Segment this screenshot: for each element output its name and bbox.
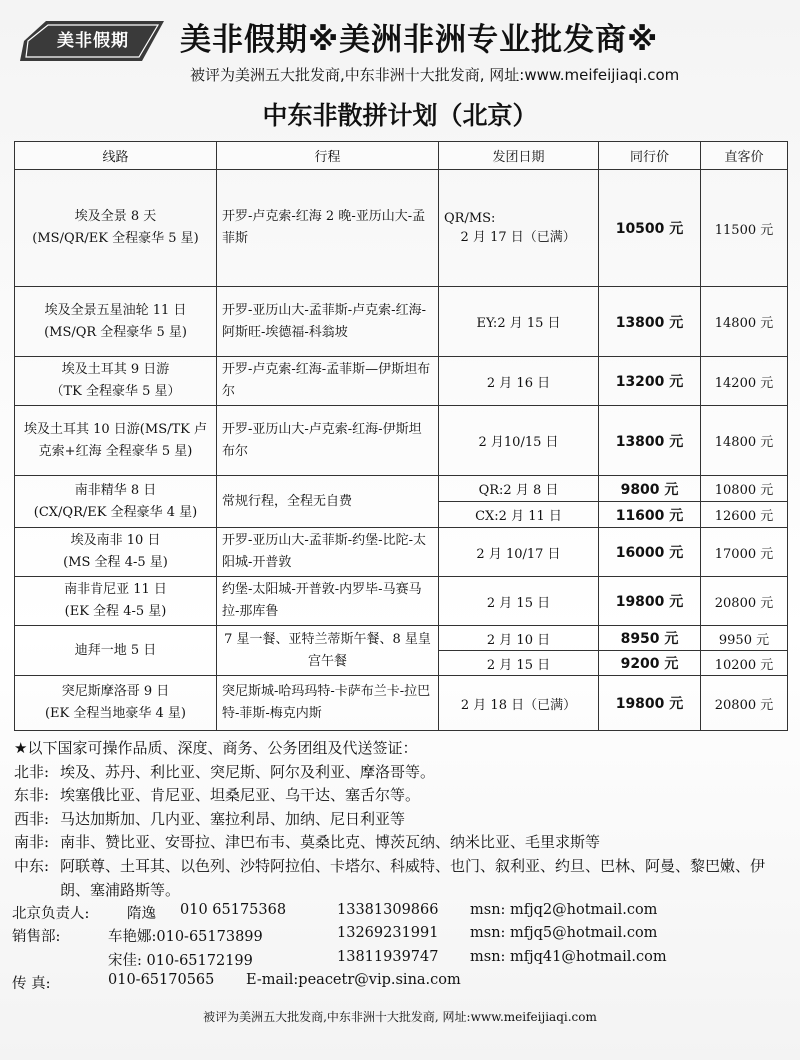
itinerary-cell: 突尼斯城-哈玛玛特-卡萨布兰卡-拉巴特-菲斯-梅克内斯 bbox=[217, 676, 439, 731]
column-header: 行程 bbox=[217, 142, 439, 170]
visa-intro: ★ 以下国家可操作品质、深度、商务、公务团组及代送签证： bbox=[14, 737, 794, 761]
route-cell: 迪拜一地 5 日 bbox=[15, 626, 217, 676]
msn-link[interactable]: msn: mfjq5@hotmail.com bbox=[470, 925, 658, 942]
column-header: 线路 bbox=[15, 142, 217, 170]
itinerary-cell: 约堡-太阳城-开普敦-内罗毕-马赛马拉-那库鲁 bbox=[217, 577, 439, 626]
direct-price-cell: 11500 元 bbox=[701, 170, 788, 287]
contact-row: 销售部: 车艳娜:010-65173899 13269231991 msn: mfjq5@hotmail.com bbox=[12, 925, 658, 946]
peer-price-cell: 10500 元 bbox=[599, 170, 701, 287]
table-row bbox=[15, 406, 788, 476]
table-row bbox=[15, 626, 788, 651]
peer-price-cell: 11600 元 bbox=[599, 502, 701, 528]
departure-cell: QR:2 月 8 日 bbox=[439, 476, 599, 502]
itinerary-cell: 开罗-亚历山大-孟菲斯-卢克索-红海-阿斯旺-埃德福-科翁坡 bbox=[217, 287, 439, 357]
direct-price-cell: 20800 元 bbox=[701, 676, 788, 731]
departure-cell: CX:2 月 11 日 bbox=[439, 502, 599, 528]
table-row bbox=[15, 287, 788, 357]
departure-cell: 2 月 15 日 bbox=[439, 651, 599, 676]
peer-price-cell: 19800 元 bbox=[599, 577, 701, 626]
table-row bbox=[15, 528, 788, 577]
visa-region: 中东: 阿联尊、土耳其、以色列、沙特阿拉伯、卡塔尔、科威特、也门、叙利亚、约旦、巴林、阿曼、黎巴嫩、伊朗、塞浦路斯等。 bbox=[14, 856, 766, 899]
column-header: 直客价 bbox=[701, 142, 788, 170]
page-title: 中东非散拼计划（北京） bbox=[262, 101, 538, 130]
itinerary-cell: 开罗-卢克索-红海-孟菲斯—伊斯坦布尔 bbox=[217, 357, 439, 406]
contact-row: 宋佳: 010-65172199 13811939747 msn: mfjq41@hotmail.com bbox=[108, 948, 667, 969]
logo-text: 美非假期 bbox=[57, 31, 129, 51]
brand-banner: 美非假期※美洲非洲专业批发商※ bbox=[180, 22, 659, 58]
column-header: 同行价 bbox=[599, 142, 701, 170]
direct-price-cell: 20800 元 bbox=[701, 577, 788, 626]
departure-cell: 2 月 15 日 bbox=[439, 577, 599, 626]
departure-cell: 2 月10/15 日 bbox=[439, 406, 599, 476]
direct-price-cell: 10800 元 bbox=[701, 476, 788, 502]
star-icon: ★ bbox=[14, 739, 28, 757]
table-row bbox=[15, 577, 788, 626]
column-header: 发团日期 bbox=[439, 142, 599, 170]
peer-price-cell: 13200 元 bbox=[599, 357, 701, 406]
visa-region: 北非: 埃及、苏丹、利比亚、突尼斯、阿尔及利亚、摩洛哥等。 bbox=[14, 762, 436, 781]
departure-cell: 2 月 10/17 日 bbox=[439, 528, 599, 577]
direct-price-cell: 12600 元 bbox=[701, 502, 788, 528]
header-subline: 被评为美洲五大批发商,中东非洲十大批发商, 网址:www.meifeijiaqi.com bbox=[190, 66, 680, 84]
direct-price-cell: 10200 元 bbox=[701, 651, 788, 676]
email-link[interactable]: E-mail:peacetr@vip.sina.com bbox=[246, 972, 461, 989]
itinerary-cell: 常规行程，全程无自费 bbox=[217, 476, 439, 528]
departure-cell: EY:2 月 15 日 bbox=[439, 287, 599, 357]
route-cell: 埃及全景五星油轮 11 日 (MS/QR 全程豪华 5 星) bbox=[15, 287, 217, 357]
route-cell: 埃及南非 10 日 (MS 全程 4-5 星) bbox=[15, 528, 217, 577]
table-row bbox=[15, 357, 788, 406]
route-cell: 突尼斯摩洛哥 9 日 (EK 全程当地豪华 4 星) bbox=[15, 676, 217, 731]
departure-cell: 2 月 10 日 bbox=[439, 626, 599, 651]
route-cell: 埃及全景 8 天 (MS/QR/EK 全程豪华 5 星) bbox=[15, 170, 217, 287]
tour-table bbox=[14, 141, 788, 731]
peer-price-cell: 13800 元 bbox=[599, 406, 701, 476]
itinerary-cell: 7 星一餐、亚特兰蒂斯午餐、8 星皇宫午餐 bbox=[217, 626, 439, 676]
route-cell: 埃及土耳其 10 日游(MS/TK 卢 克索+红海 全程豪华 5 星) bbox=[15, 406, 217, 476]
itinerary-cell: 开罗-亚历山大-孟菲斯-约堡-比陀-太阳城-开普敦 bbox=[217, 528, 439, 577]
brand-logo bbox=[18, 18, 168, 64]
itinerary-cell: 开罗-亚历山大-卢克索-红海-伊斯坦布尔 bbox=[217, 406, 439, 476]
departure-cell: 2 月 16 日 bbox=[439, 357, 599, 406]
peer-price-cell: 19800 元 bbox=[599, 676, 701, 731]
contact-row: 北京负责人: 隋逸 010 65175368 13381309866 msn: mfjq2@hotmail.com bbox=[12, 902, 658, 922]
visa-region: 西非: 马达加斯加、几内亚、塞拉利昂、加纳、尼日利亚等 bbox=[14, 809, 406, 828]
msn-link[interactable]: msn: mfjq2@hotmail.com bbox=[470, 902, 658, 918]
direct-price-cell: 9950 元 bbox=[701, 626, 788, 651]
route-cell: 埃及土耳其 9 日游 （TK 全程豪华 5 星） bbox=[15, 357, 217, 406]
peer-price-cell: 16000 元 bbox=[599, 528, 701, 577]
contacts-section bbox=[12, 902, 792, 996]
table-row bbox=[15, 170, 788, 287]
direct-price-cell: 14800 元 bbox=[701, 406, 788, 476]
table-row bbox=[15, 476, 788, 502]
peer-price-cell: 13800 元 bbox=[599, 287, 701, 357]
direct-price-cell: 17000 元 bbox=[701, 528, 788, 577]
peer-price-cell: 8950 元 bbox=[599, 626, 701, 651]
contact-row: 传 真: 010-65170565 E-mail:peacetr@vip.sina.com bbox=[12, 972, 461, 993]
route-cell: 南非精华 8 日 (CX/QR/EK 全程豪华 4 星) bbox=[15, 476, 217, 528]
direct-price-cell: 14800 元 bbox=[701, 287, 788, 357]
peer-price-cell: 9200 元 bbox=[599, 651, 701, 676]
itinerary-cell: 开罗-卢克索-红海 2 晚-亚历山大-孟菲斯 bbox=[217, 170, 439, 287]
msn-link[interactable]: msn: mfjq41@hotmail.com bbox=[470, 948, 667, 965]
departure-cell: 2 月 18 日（已满） bbox=[439, 676, 599, 731]
visa-section bbox=[14, 737, 794, 902]
departure-cell: QR/MS: 2 月 17 日（已满） bbox=[439, 170, 599, 287]
visa-region: 南非: 南非、赞比亚、安哥拉、津巴布韦、莫桑比克、博茨瓦纳、纳米比亚、毛里求斯等 bbox=[14, 833, 601, 852]
route-cell: 南非肯尼亚 11 日 (EK 全程 4-5 星) bbox=[15, 577, 217, 626]
direct-price-cell: 14200 元 bbox=[701, 357, 788, 406]
table-row bbox=[15, 676, 788, 731]
table-header-row bbox=[15, 142, 788, 170]
footer-text: 被评为美洲五大批发商,中东非洲十大批发商, 网址:www.meifeijiaqi.com bbox=[203, 1010, 597, 1024]
peer-price-cell: 9800 元 bbox=[599, 476, 701, 502]
visa-region: 东非: 埃塞俄比亚、肯尼亚、坦桑尼亚、乌干达、塞舌尔等。 bbox=[14, 786, 421, 805]
